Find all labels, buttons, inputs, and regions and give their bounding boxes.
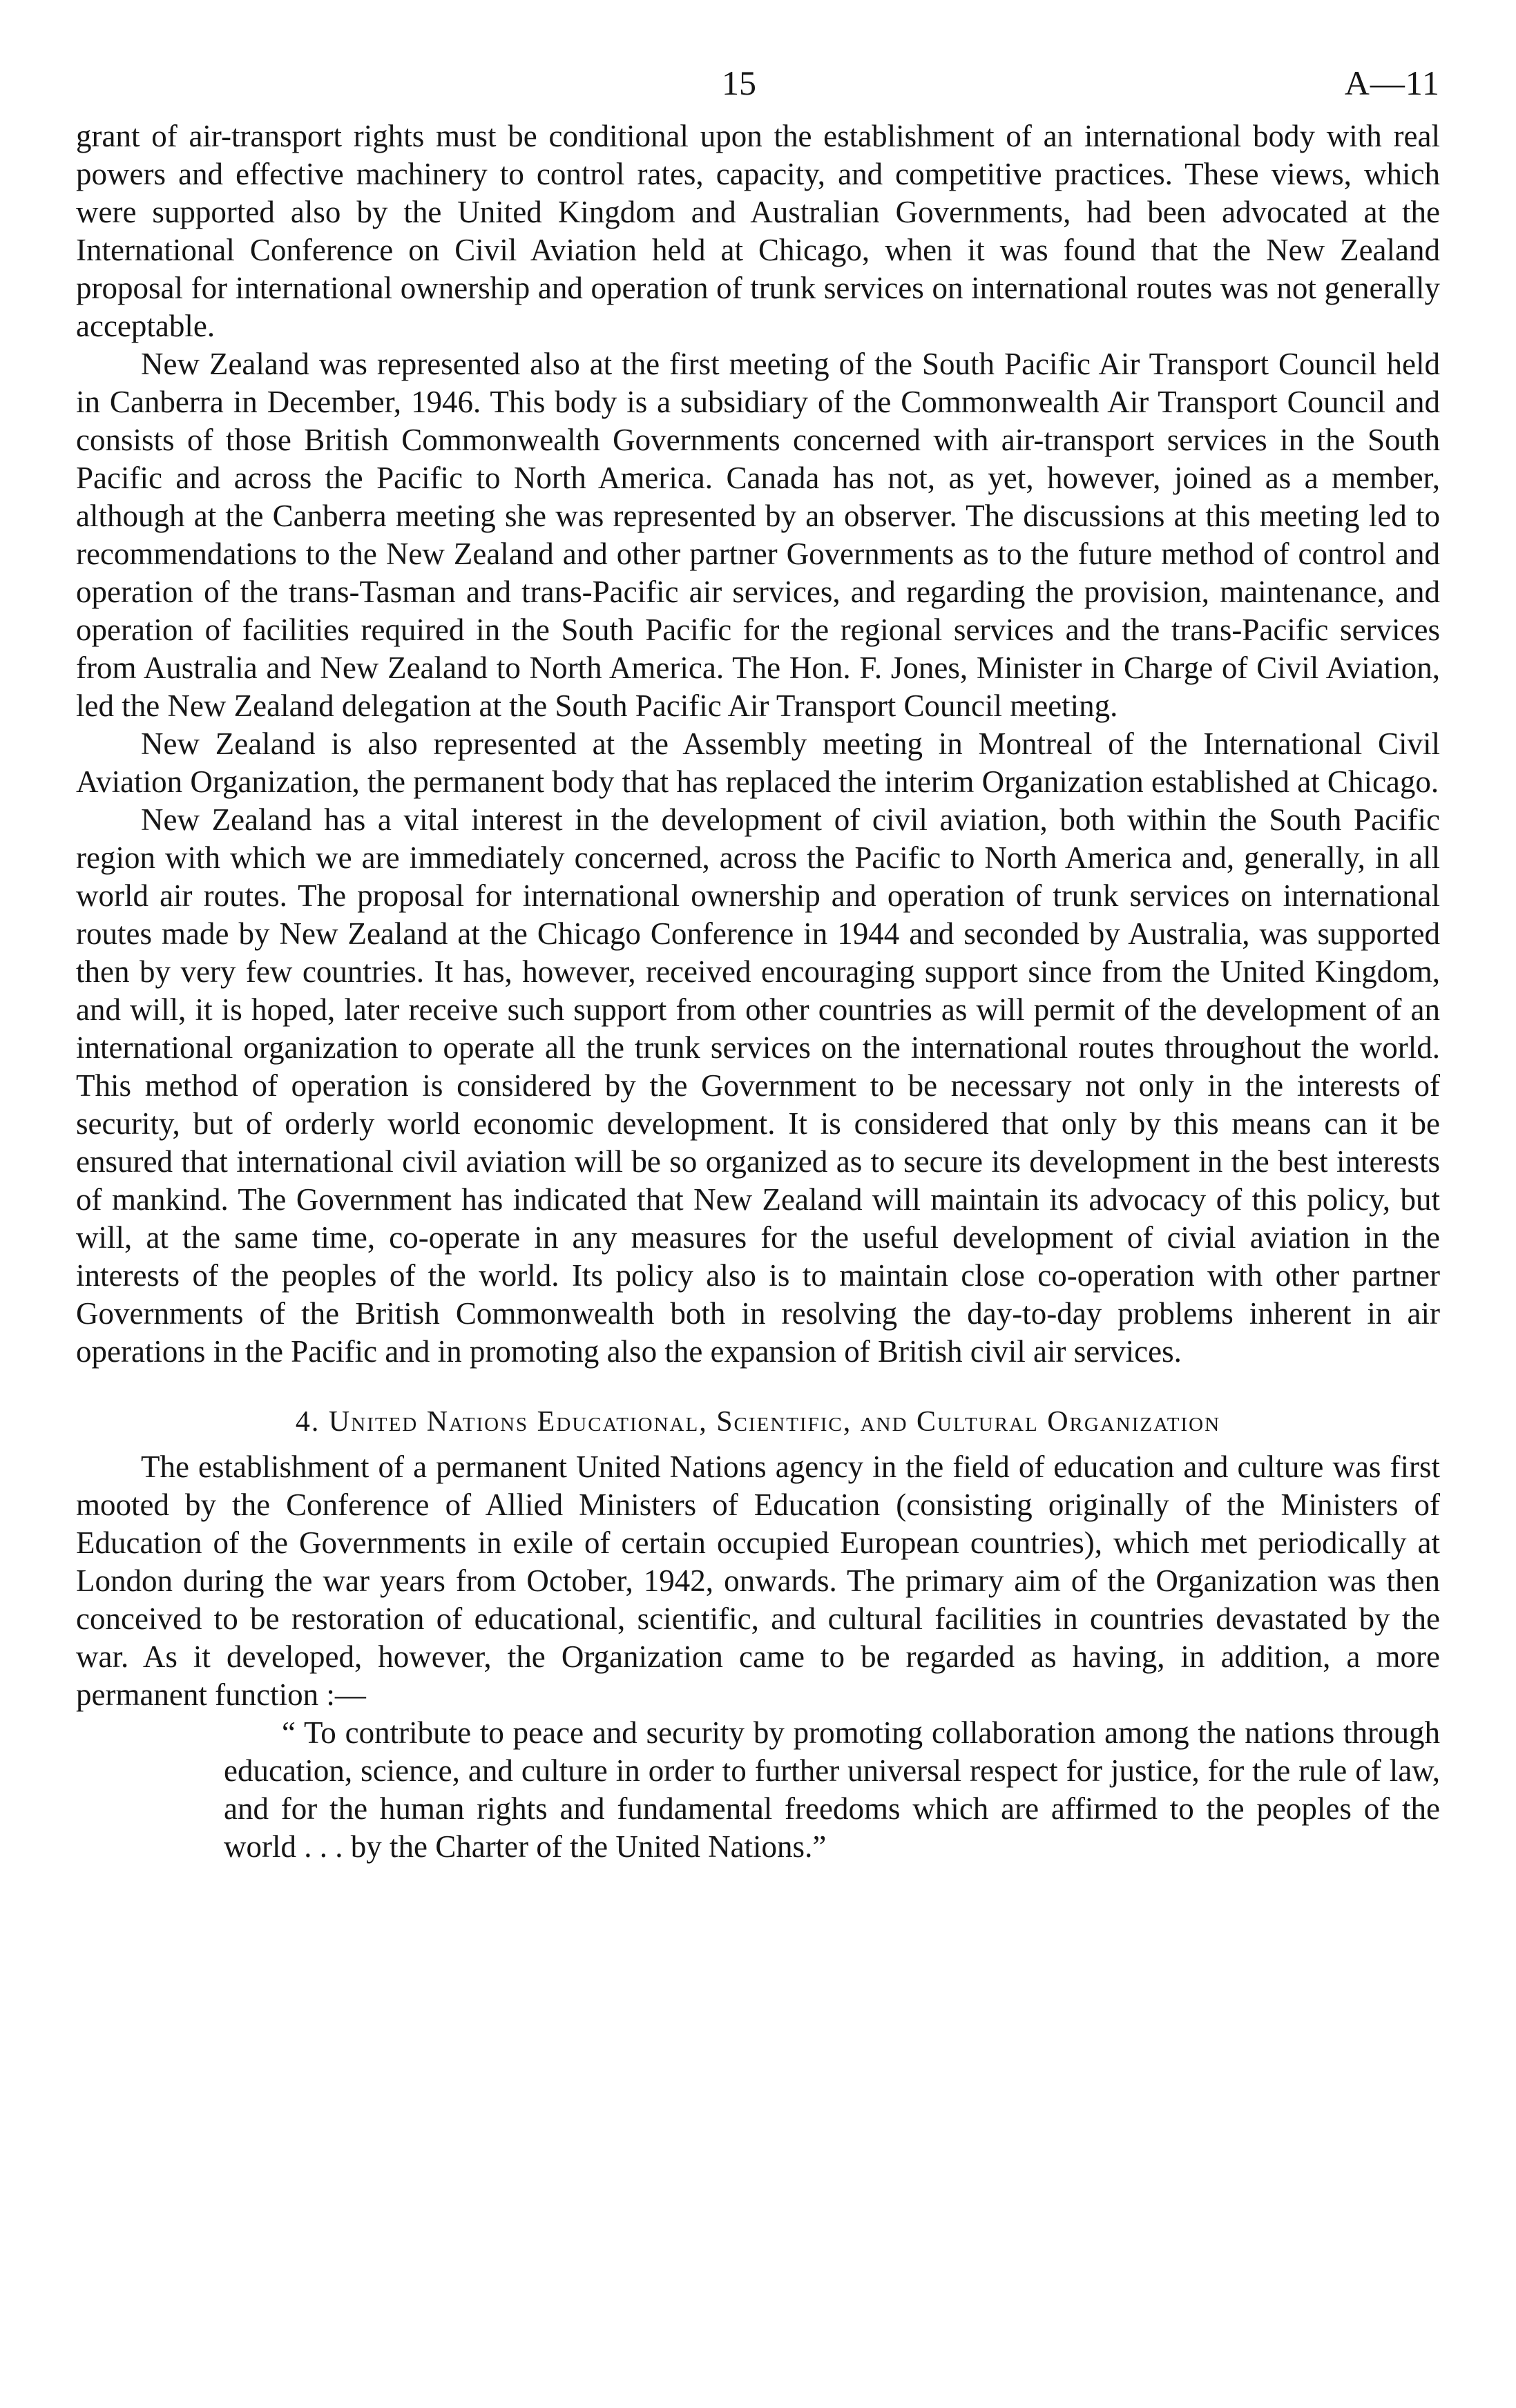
paragraph-south-pacific-council: New Zealand was represented also at the first meeting of the South Pacific Air Transport Council held in Canberra in December, 1946. This body is a subsidiary of the Commonwealth Air Transport Council and consists of those British Commonwealth Governments concerned with air-transport services in the South Pacific and across the Pacific to North America. Canada has not, as yet, however, joined as a member, although at the Canberra meeting she was represented by an observer. The discussions at this meeting led to recommendations to the New Zealand and other partner Governments as to the future method of control and operation of the trans-Tasman and trans-Pacific air services, and regarding the provision, maintenance, and operation of facilities required in the South Pacific for the regional services and the trans-Pacific services from Australia and New Zealand to North America. The Hon. F. Jones, Minister in Charge of Civil Aviation, led the New Zealand delegation at the South Pacific Air Transport Council meeting. <box>76 347 1440 723</box>
paragraph-continuation: grant of air-transport rights must be conditional upon the establishment of an international body with real powers and effective machinery to control rates, capacity, and competitive practices. These views, which were supported also by the United Kingdom and Australian Governments, had been advocated at the International Conference on Civil Aviation held at Chicago, when it was found that the New Zealand proposal for international ownership and operation of trunk services on international routes was not generally acceptable. <box>76 119 1440 343</box>
page-number: 15 <box>722 64 756 102</box>
section-heading-unesco: 4. United Nations Educational, Scientific, and Cultural Organization <box>295 1406 1221 1438</box>
paragraph-icao-assembly: New Zealand is also represented at the Assembly meeting in Montreal of the International Civil Aviation Organization, the permanent body that has replaced the interim Organization established at Chicago. <box>76 726 1440 799</box>
paragraph-unesco-establishment: The establishment of a permanent United Nations agency in the field of education and culture was first mooted by the Conference of Allied Ministers of Education (consisting originally of the Ministers of Education of the Governments in exile of certain occupied European countries), which met periodically at London during the war years from October, 1942, onwards. The primary aim of the Organization was then conceived to be restoration of educational, scientific, and cultural facilities in countries devastated by the war. As it developed, however, the Organization came to be regarded as having, in addition, a more permanent function :— <box>76 1449 1440 1712</box>
paragraph-nz-civil-aviation-interest: New Zealand has a vital interest in the development of civil aviation, both within the South Pacific region with which we are immediately concerned, across the Pacific to North America and, generally, in all world air routes. The proposal for international ownership and operation of trunk services on international routes made by New Zealand at the Chicago Conference in 1944 and seconded by Australia, was supported then by very few countries. It has, however, received encouraging support since from the United Kingdom, and will, it is hoped, later receive such support from other countries as will permit of the development of an international organization to operate all the trunk services on the international routes throughout the world. This method of operation is considered by the Government to be necessary not only in the interests of security, but of orderly world economic development. It is considered that only by this means can it be ensured that international civil aviation will be so organized as to secure its development in the best interests of mankind. The Government has indicated that New Zealand will maintain its advocacy of this policy, but will, at the same time, co-operate in any measures for the useful development of civial aviation in the interests of the peoples of the world. Its policy also is to maintain close co-operation with other partner Governments of the British Commonwealth both in resolving the day-to-day problems inherent in air operations in the Pacific and in promoting also the expansion of British civil air services. <box>76 802 1440 1369</box>
quotation-unesco-purpose: “ To contribute to peace and security by promoting collaboration among the nations through education, science, and culture in order to further universal respect for justice, for the rule of law, and for the human rights and fundamental freedoms which are affirmed to the peoples of the world . . . by the Charter of the United Nations.” <box>224 1715 1440 1864</box>
document-reference: A—11 <box>1344 64 1440 102</box>
body-text <box>76 117 1440 1866</box>
document-page <box>76 62 1440 1866</box>
page-header <box>76 62 1440 117</box>
